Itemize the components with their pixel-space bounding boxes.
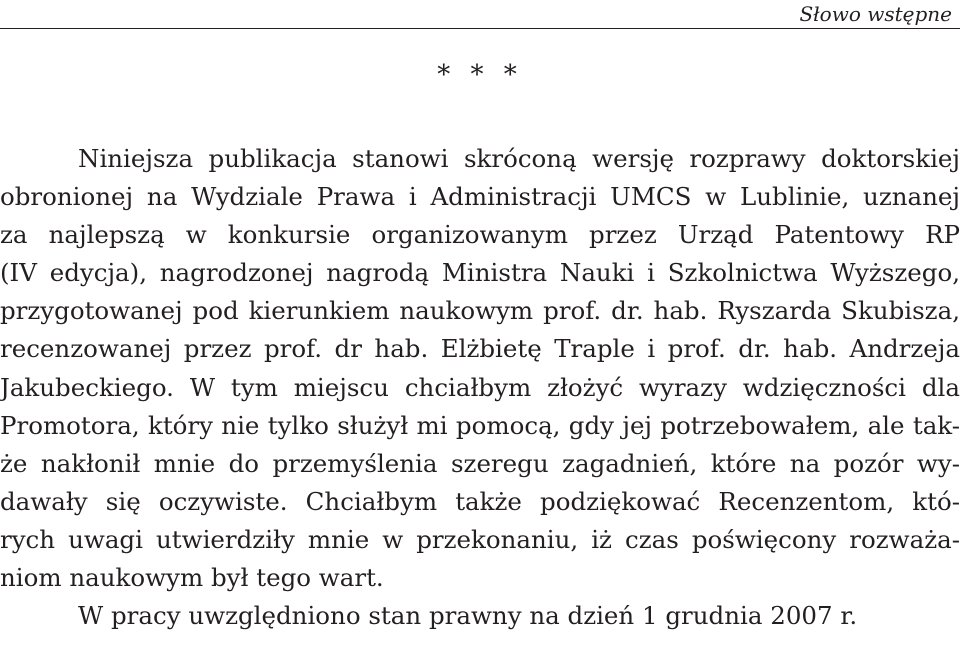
body-text: [0, 140, 960, 635]
text-line: recenzowanej przez prof. dr hab. Elżbietę Traple i prof. dr. hab. Andrzeja: [0, 334, 960, 364]
text-line: rych uwagi utwierdziły mnie w przekonaniu, iż czas poświęcony rozważa-: [0, 524, 960, 554]
section-separator: * * *: [437, 60, 523, 90]
text-line: niom naukowym był tego wart.: [0, 563, 384, 593]
text-line: Promotora, który nie tylko służył mi pomocą, gdy jej potrzebowałem, ale tak-: [0, 410, 960, 440]
text-line: dawały się oczywiste. Chciałbym także podziękować Recenzentom, któ-: [0, 486, 960, 516]
text-line: za najlepszą w konkursie organizowanym przez Urząd Patentowy RP: [0, 220, 960, 250]
header-rule: [0, 28, 960, 29]
paragraph-2: [0, 597, 960, 635]
paragraph-1: [0, 140, 960, 597]
text-line: Niniejsza publikacja stanowi skróconą wersję rozprawy doktorskiej: [78, 144, 960, 173]
text-line: Jakubeckiego. W tym miejscu chciałbym złożyć wyrazy wdzięczności dla: [0, 372, 960, 402]
text-line: (IV edycja), nagrodzonej nagrodą Ministra Nauki i Szkolnictwa Wyższego,: [0, 258, 960, 288]
page-header: [0, 0, 960, 29]
text-line: przygotowanej pod kierunkiem naukowym prof. dr. hab. Ryszarda Skubisza,: [0, 296, 960, 326]
text-line: obronionej na Wydziale Prawa i Administracji UMCS w Lublinie, uznanej: [0, 182, 960, 212]
text-line: W pracy uwzględniono stan prawny na dzień 1 grudnia 2007 r.: [78, 601, 858, 631]
running-head: Słowo wstępne: [799, 2, 952, 26]
text-line: że nakłonił mnie do przemyślenia szeregu zagadnień, które na pozór wy-: [0, 448, 960, 478]
